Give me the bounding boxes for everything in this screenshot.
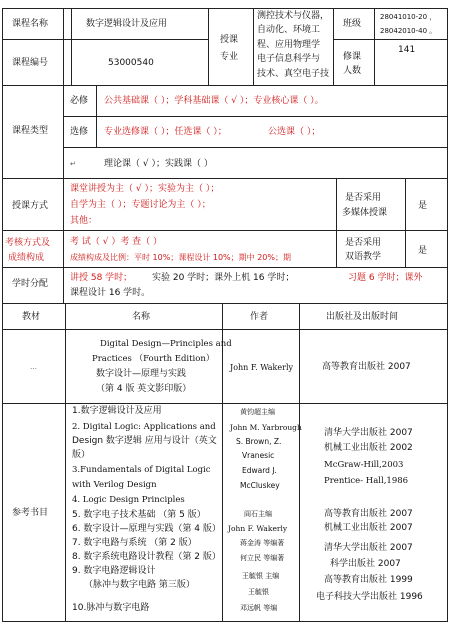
- assessment-label: 考核方式及: [5, 238, 51, 248]
- col-divider: [253, 8, 254, 85]
- multimedia-value: 是: [418, 201, 428, 211]
- elective-options: 专业选修课（ ）；任选课（ ）；: [104, 127, 227, 137]
- ref-name: 6. 数字设计—原理与实践（第 4 版）: [72, 524, 221, 534]
- ref-publisher: 清华大学出版社 2007: [324, 543, 413, 553]
- hours-line: 讲授 58 学时；: [70, 273, 133, 283]
- row-divider: [2, 85, 448, 86]
- textbook-name: 数字设计—原理与实践: [96, 369, 187, 379]
- ref-author: 阎石主编: [244, 510, 272, 518]
- ref-name: 7. 数字电路与系统 （第 2 版）: [72, 538, 197, 548]
- table-border-top: [2, 8, 448, 9]
- majors-line: 电子信息科学与: [257, 54, 321, 64]
- col-divider: [208, 8, 209, 85]
- ref-name: 8. 数字系统电路设计教程（第 2 版）: [72, 552, 221, 562]
- class-value: 28041010-20 ，: [380, 13, 437, 21]
- ref-publisher: 科学出版社 2007: [330, 559, 401, 569]
- ref-name: 1.数字逻辑设计及应用: [72, 406, 162, 416]
- hours-line: 课程设计 16 学时。: [70, 288, 151, 298]
- ref-publisher: 清华大学出版社 2007: [324, 428, 413, 438]
- textbook-publisher: 高等教育出版社 2007: [322, 362, 411, 372]
- ref-author: Edward J.: [242, 466, 277, 475]
- row-divider: [2, 403, 448, 404]
- author-col-header: 作者: [250, 312, 269, 322]
- ref-name: （脉冲与数字电路 第三版）: [84, 580, 195, 590]
- col-divider: [71, 8, 72, 85]
- ref-author: McCluskey: [240, 481, 280, 490]
- name-col-header: 名称: [132, 312, 151, 322]
- required-label: 必修: [70, 96, 89, 106]
- textbook-col-header: 教材: [22, 312, 41, 322]
- multimedia-label: 是否采用: [345, 193, 382, 203]
- teach-major-label: 授课: [220, 35, 239, 45]
- table-border-left: [2, 8, 3, 622]
- ref-author: Vranesic: [242, 451, 275, 460]
- ref-name: 3.Fundamentals of Digital Logic: [72, 465, 211, 475]
- hours-label: 学时分配: [12, 279, 49, 289]
- textbook-cell-mark: …: [30, 363, 37, 371]
- majors-line: 自动化、环境工: [257, 25, 321, 35]
- enroll-label: 修课: [343, 52, 362, 62]
- assessment-line: 成绩构成及比例：平时 10%；课程设计 10%；期中 20%；期: [70, 253, 291, 262]
- ref-publisher: 电子科技大学出版社 1996: [316, 592, 423, 602]
- ref-publisher: 机械工业出版社 2002: [324, 443, 413, 453]
- ref-author: 蒋金涛 等编著: [240, 539, 285, 547]
- theory-practice-options: 理论课（ √ ）；实践课（ ）: [104, 159, 213, 169]
- course-name-label: 课程名称: [12, 19, 49, 29]
- paragraph-mark: ↵: [70, 160, 76, 168]
- teaching-method-line: 自学为主（ ）；专题讨论为主（ ）；: [70, 200, 211, 210]
- ref-author: 邓远帆 等编: [240, 604, 278, 612]
- textbook-name: Digital Design—Principles and: [100, 339, 232, 349]
- bilingual-value: 是: [418, 246, 428, 256]
- col-divider: [374, 8, 375, 85]
- textbook-name: （第 4 版 英文影印版）: [96, 384, 192, 394]
- ref-name: 4. Logic Design Principles: [72, 495, 185, 505]
- col-divider: [63, 8, 64, 303]
- assessment-label: 成绩构成: [8, 253, 45, 263]
- class-label: 班级: [343, 19, 362, 29]
- majors-line: 程、应用物理学: [257, 40, 321, 50]
- assessment-line: 考 试（ √ ）考 查（ ）: [70, 237, 163, 247]
- ref-author: 何立民 等编著: [240, 554, 285, 562]
- majors-line: 测控技术与仪器，: [257, 11, 330, 21]
- class-value: 28042010-40 。: [380, 27, 437, 35]
- textbook-name: Practices （Fourth Edition）: [92, 354, 215, 364]
- ref-author: John F. Wakerly: [228, 524, 288, 533]
- col-divider: [405, 178, 406, 267]
- enroll-label: 人数: [343, 66, 362, 76]
- row-divider: [2, 267, 448, 268]
- elective-label: 选修: [70, 127, 89, 137]
- ref-name: 版）: [72, 450, 91, 460]
- ref-publisher: 机械工业出版社 2007: [324, 523, 413, 533]
- col-divider: [333, 8, 334, 85]
- ref-author: 王毓银 主编: [242, 572, 280, 580]
- course-code-label: 课程编号: [12, 58, 49, 68]
- textbook-author: John F. Wakerly: [230, 363, 294, 372]
- ref-name: with Verilog Design: [72, 480, 157, 490]
- majors-line: 技术、真空电子技: [257, 69, 330, 79]
- ref-publisher: 高等教育出版社 2007: [324, 509, 413, 519]
- teaching-method-line: 其他：: [70, 216, 98, 226]
- reference-label: 参考书目: [12, 508, 49, 518]
- ref-author: S. Brown, Z.: [236, 437, 282, 446]
- row-divider: [2, 329, 448, 330]
- ref-name: 2. Digital Logic: Applications and: [72, 422, 216, 432]
- multimedia-label: 多媒体授课: [342, 208, 388, 218]
- row-divider: [63, 147, 448, 148]
- teach-major-label: 专业: [220, 52, 239, 62]
- col-divider: [222, 303, 223, 622]
- row-divider: [2, 178, 448, 179]
- course-name-value: 数字逻辑设计及应用: [86, 19, 168, 29]
- row-divider: [2, 230, 448, 231]
- table-border-bottom: [2, 621, 448, 622]
- required-options: 公共基础课（ ）；学科基础课（ √ ）；专业核心课（ ）。: [104, 96, 324, 106]
- hours-line: 实验 20 学时；课外上机 16 学时；: [152, 273, 295, 283]
- col-divider: [336, 178, 337, 267]
- publisher-col-header: 出版社及出版时间: [326, 312, 399, 322]
- row-divider: [2, 303, 448, 304]
- table-border-right: [447, 8, 448, 622]
- ref-publisher: 高等教育出版社 1999: [324, 575, 413, 585]
- ref-author: John M. Yarbrough: [230, 423, 302, 432]
- row-divider: [2, 39, 208, 40]
- elective-options-public: 公选课（ ）；: [268, 127, 321, 137]
- teaching-method-line: 课堂讲授为主（ √ ）；实验为主（ ）；: [70, 184, 220, 194]
- col-divider: [96, 85, 97, 147]
- row-divider: [63, 116, 448, 117]
- bilingual-label: 双语教学: [345, 252, 382, 262]
- row-divider: [333, 39, 448, 40]
- teaching-method-label: 授课方式: [12, 201, 49, 211]
- hours-line: 习题 6 学时；课外: [348, 273, 423, 283]
- col-divider: [299, 303, 300, 622]
- ref-name: 5. 数字电子技术基础 （第 5 版）: [72, 510, 206, 520]
- ref-publisher: Prentice- Hall,1986: [324, 476, 409, 486]
- course-code-value: 53000540: [108, 58, 154, 68]
- bilingual-label: 是否采用: [345, 238, 382, 248]
- enroll-value: 141: [398, 45, 416, 55]
- ref-author: 王毓银: [248, 588, 269, 596]
- ref-name: Design 数字逻辑 应用与设计（英文: [72, 436, 217, 446]
- ref-name: 9. 数字电路逻辑设计: [72, 566, 156, 576]
- ref-name: 10.脉冲与数字电路: [72, 603, 150, 613]
- col-divider: [65, 303, 66, 622]
- ref-publisher: McGraw-Hill,2003: [324, 460, 404, 470]
- ref-author: 黄钧超主编: [240, 408, 275, 416]
- course-type-label: 课程类型: [12, 126, 49, 136]
